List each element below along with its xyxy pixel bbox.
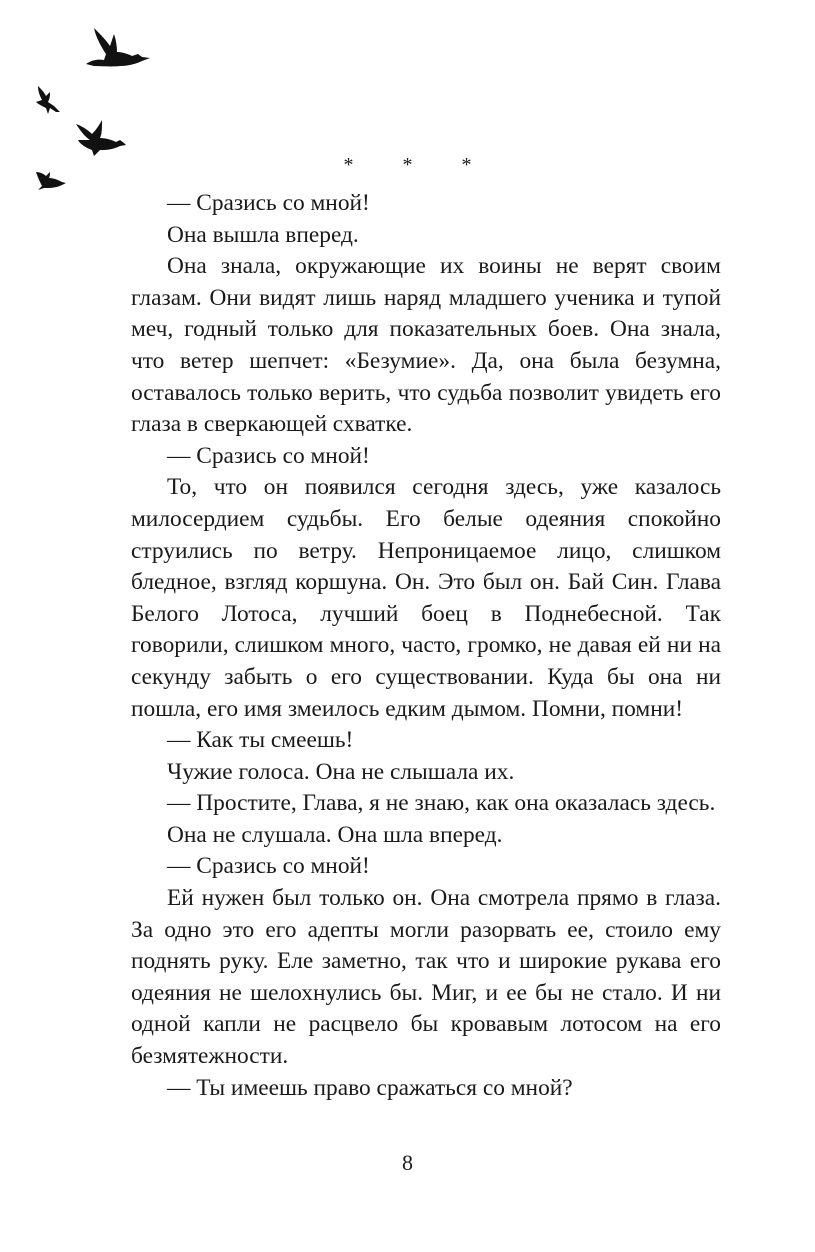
paragraph: Чужие голоса. Она не слышала их. (167, 758, 515, 785)
paragraph: Она знала, окружающие их воины не верят своим глазам. Они видят лишь наряд младшего ученика и тупой меч, годный только для показательных боев. Она знала, что ветер шепчет: «Безумие». Да, она была безумна, оставалось только верить, что судьба позволит увидеть его глаза в сверкающей схватке. (131, 253, 721, 438)
paragraph: — Как ты смеешь! (167, 727, 354, 754)
section-separator: * * * (343, 154, 494, 176)
paragraph: Она не слушала. Она шла вперед. (167, 821, 503, 848)
paragraph: Она вышла вперед. (167, 221, 359, 248)
paragraph: — Сразись со мной! (167, 442, 370, 469)
paragraph: — Простите, Глава, я не знаю, как она оказалась здесь. (167, 790, 716, 817)
crow-icon (72, 118, 128, 158)
paragraph: — Сразись со мной! (167, 853, 370, 880)
paragraph: — Ты имеешь право сражаться со мной? (167, 1074, 573, 1101)
body-text (131, 188, 721, 1104)
paragraph: — Сразись со мной! (167, 190, 370, 216)
paragraph: Ей нужен был только он. Она смотрела прямо в глаза. За одно это его адепты могли разорвать ее, стоило ему поднять руку. Еле заметно, так что и широкие рукава его одеяния не шелохнулись бы. Миг, и ее бы не стало. И ни одной капли не расцвело бы кровавым лотосом на его безмятежности. (131, 885, 721, 1070)
crow-icon (34, 84, 64, 116)
paragraph: То, что он появился сегодня здесь, уже казалось милосердием судьбы. Его белые одеяния спокойно струились по ветру. Непроницаемое лицо, слишком бледное, взгляд коршуна. Он. Это был он. Бай Син. Глава Белого Лотоса, лучший боец в Поднебесной. Так говорили, слишком много, часто, громко, не давая ей ни на секунду забыть о его существовании. Куда бы она ни пошла, его имя змеилось едким дымом. Помни, помни! (131, 474, 721, 722)
page-number: 8 (402, 1150, 413, 1175)
crow-icon (84, 24, 154, 72)
